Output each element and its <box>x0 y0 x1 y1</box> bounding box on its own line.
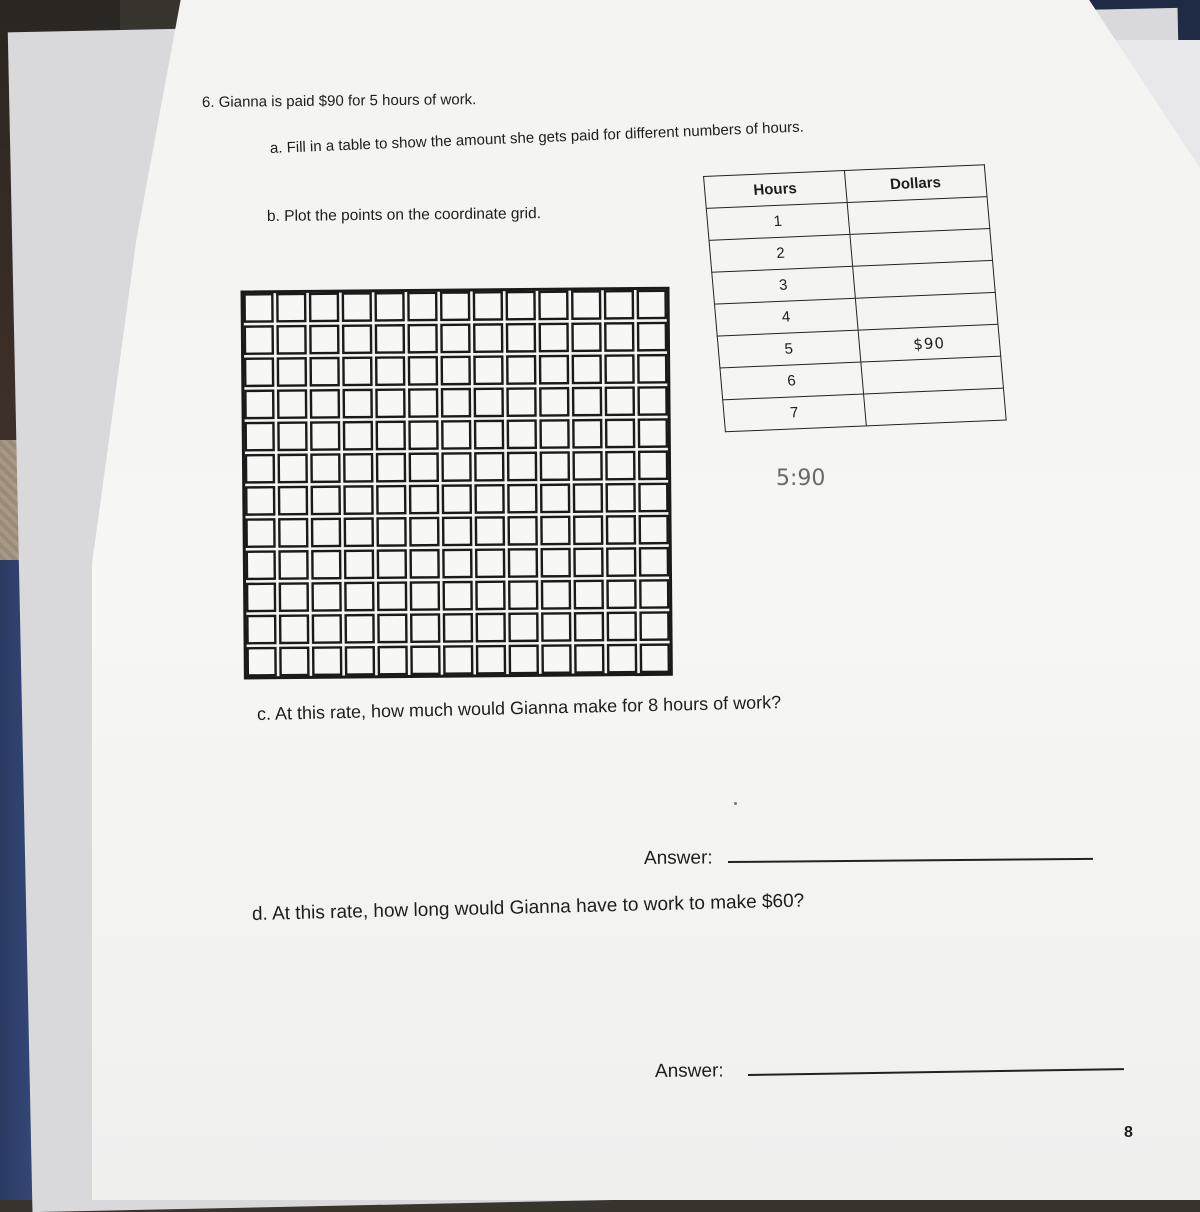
grid-cell[interactable] <box>410 421 438 448</box>
grid-cell[interactable] <box>376 325 404 352</box>
grid-cell[interactable] <box>346 647 374 674</box>
grid-cell[interactable] <box>378 615 406 642</box>
grid-cell[interactable] <box>441 325 469 352</box>
grid-cell[interactable] <box>639 387 667 414</box>
grid-cell[interactable] <box>477 646 505 673</box>
grid-cell[interactable] <box>573 356 601 383</box>
grid-cell[interactable] <box>343 293 371 320</box>
grid-cell[interactable] <box>378 583 406 610</box>
grid-cell[interactable] <box>608 645 636 672</box>
grid-cell[interactable] <box>605 291 633 318</box>
grid-cell[interactable] <box>345 486 373 513</box>
hours-cell: 5 <box>717 330 860 368</box>
grid-cell[interactable] <box>344 422 372 449</box>
grid-cell[interactable] <box>312 519 340 546</box>
grid-cell[interactable] <box>605 323 633 350</box>
grid-cell[interactable] <box>508 485 536 512</box>
grid-cell[interactable] <box>541 452 569 479</box>
grid-cell[interactable] <box>278 358 306 385</box>
grid-cell[interactable] <box>608 581 636 608</box>
grid-cell[interactable] <box>311 390 339 417</box>
grid-cell[interactable] <box>441 293 469 320</box>
grid-cell[interactable] <box>312 487 340 514</box>
grid-cell[interactable] <box>247 552 275 579</box>
part-d-prompt: d. At this rate, how long would Gianna have to work to make $60? <box>251 890 805 925</box>
grid-cell[interactable] <box>606 420 634 447</box>
hours-cell: 7 <box>723 394 866 432</box>
grid-cell[interactable] <box>573 388 601 415</box>
grid-cell[interactable] <box>247 616 275 643</box>
grid-cell[interactable] <box>607 484 635 511</box>
grid-cell[interactable] <box>376 390 404 417</box>
grid-cell[interactable] <box>246 423 274 450</box>
grid-cell[interactable] <box>313 647 341 674</box>
grid-cell[interactable] <box>509 614 537 641</box>
grid-cell[interactable] <box>541 420 569 447</box>
grid-cell[interactable] <box>540 324 568 351</box>
grid-cell[interactable] <box>574 517 602 544</box>
grid-cell[interactable] <box>476 485 504 512</box>
grid-cell[interactable] <box>476 550 504 577</box>
grid-cell[interactable] <box>444 614 472 641</box>
grid-cell[interactable] <box>574 452 602 479</box>
problem-statement: 6. Gianna is paid $90 for 5 hours of work. <box>201 91 477 111</box>
grid-cell[interactable] <box>443 485 471 512</box>
grid-cell[interactable] <box>508 388 536 415</box>
grid-cell[interactable] <box>311 358 339 385</box>
grid-cell[interactable] <box>541 517 569 544</box>
grid-cell[interactable] <box>245 294 273 321</box>
grid-cell[interactable] <box>410 518 438 545</box>
grid-cell[interactable] <box>410 486 438 513</box>
grid-cell[interactable] <box>574 549 602 576</box>
grid-cell[interactable] <box>313 583 341 610</box>
grid-cell[interactable] <box>443 550 471 577</box>
grid-cell[interactable] <box>474 292 502 319</box>
grid-cell[interactable] <box>343 358 371 385</box>
grid-cell[interactable] <box>508 453 536 480</box>
grid-cell[interactable] <box>539 292 567 319</box>
grid-cell[interactable] <box>509 549 537 576</box>
grid-cell[interactable] <box>442 389 470 416</box>
handwritten-ratio-note: 5:90 <box>776 466 826 491</box>
grid-cell[interactable] <box>377 454 405 481</box>
grid-cell[interactable] <box>606 452 634 479</box>
grid-cell[interactable] <box>443 453 471 480</box>
grid-cell[interactable] <box>639 419 667 446</box>
grid-cell[interactable] <box>343 326 371 353</box>
grid-cell[interactable] <box>572 291 600 318</box>
grid-cell[interactable] <box>639 452 667 479</box>
grid-cell[interactable] <box>377 486 405 513</box>
grid-cell[interactable] <box>378 518 406 545</box>
grid-cell[interactable] <box>310 294 338 321</box>
grid-cell[interactable] <box>507 356 535 383</box>
page-number: 8 <box>1124 1124 1133 1141</box>
grid-cell[interactable] <box>379 647 407 674</box>
grid-cell[interactable] <box>575 645 603 672</box>
grid-cell[interactable] <box>280 648 308 675</box>
grid-cell[interactable] <box>411 614 439 641</box>
grid-cell[interactable] <box>444 582 472 609</box>
grid-cell[interactable] <box>638 291 666 318</box>
grid-cell[interactable] <box>638 355 666 382</box>
pencil-dot <box>734 802 737 805</box>
grid-cell[interactable] <box>311 454 339 481</box>
grid-cell[interactable] <box>277 294 305 321</box>
grid-cell[interactable] <box>475 389 503 416</box>
grid-cell[interactable] <box>345 519 373 546</box>
grid-cell[interactable] <box>279 519 307 546</box>
grid-cell[interactable] <box>246 487 274 514</box>
grid-cell[interactable] <box>247 519 275 546</box>
grid-cell[interactable] <box>640 548 668 575</box>
grid-cell[interactable] <box>245 326 273 353</box>
grid-cell[interactable] <box>278 326 306 353</box>
grid-cell[interactable] <box>640 580 668 607</box>
hours-cell: 1 <box>706 203 849 241</box>
grid-cell[interactable] <box>639 484 667 511</box>
grid-cell[interactable] <box>641 645 669 672</box>
grid-cell[interactable] <box>410 454 438 481</box>
grid-cell[interactable] <box>280 583 308 610</box>
grid-cell[interactable] <box>311 422 339 449</box>
hours-dollars-table <box>703 164 1007 432</box>
hours-cell: 4 <box>714 298 857 336</box>
grid-cell[interactable] <box>542 581 570 608</box>
grid-cell[interactable] <box>573 420 601 447</box>
grid-cell[interactable] <box>542 613 570 640</box>
dollars-cell-handwritten[interactable]: $90 <box>858 324 1001 362</box>
grid-cell[interactable] <box>572 324 600 351</box>
hours-cell: 3 <box>712 266 855 304</box>
hours-cell: 2 <box>709 234 852 272</box>
grid-cell[interactable] <box>245 359 273 386</box>
grid-cell[interactable] <box>541 485 569 512</box>
grid-cell[interactable] <box>411 550 439 577</box>
grid-cell[interactable] <box>475 421 503 448</box>
grid-cell[interactable] <box>247 584 275 611</box>
grid-cell[interactable] <box>376 357 404 384</box>
grid-cell[interactable] <box>575 581 603 608</box>
grid-cell[interactable] <box>509 581 537 608</box>
grid-cell[interactable] <box>476 517 504 544</box>
grid-cell[interactable] <box>640 516 668 543</box>
grid-cell[interactable] <box>279 455 307 482</box>
grid-cell[interactable] <box>641 612 669 639</box>
grid-cell[interactable] <box>476 582 504 609</box>
grid-cell[interactable] <box>345 583 373 610</box>
grid-cell[interactable] <box>540 356 568 383</box>
grid-cell[interactable] <box>248 648 276 675</box>
grid-cell[interactable] <box>411 582 439 609</box>
hours-cell: 6 <box>720 362 863 400</box>
grid-cell[interactable] <box>638 323 666 350</box>
grid-cell[interactable] <box>313 615 341 642</box>
grid-cell[interactable] <box>442 357 470 384</box>
part-a-prompt: a. Fill in a table to show the amount she gets paid for different numbers of hours. <box>269 118 805 157</box>
grid-cell[interactable] <box>443 518 471 545</box>
part-b-prompt: b. Plot the points on the coordinate grid. <box>266 205 542 225</box>
grid-cell[interactable] <box>509 517 537 544</box>
grid-cell[interactable] <box>279 487 307 514</box>
grid-cell[interactable] <box>346 615 374 642</box>
grid-cell[interactable] <box>474 324 502 351</box>
grid-cell[interactable] <box>507 324 535 351</box>
grid-cell[interactable] <box>606 355 634 382</box>
grid-cell[interactable] <box>409 357 437 384</box>
grid-cell[interactable] <box>575 613 603 640</box>
grid-cell[interactable] <box>245 391 273 418</box>
table-header-hours: Hours <box>704 171 847 209</box>
grid-cell[interactable] <box>474 357 502 384</box>
grid-cell[interactable] <box>378 550 406 577</box>
table-header-dollars: Dollars <box>844 165 987 203</box>
grid-cell[interactable] <box>345 551 373 578</box>
grid-cell[interactable] <box>477 614 505 641</box>
grid-cell[interactable] <box>607 548 635 575</box>
grid-cell[interactable] <box>376 293 404 320</box>
grid-cell[interactable] <box>280 616 308 643</box>
grid-cell[interactable] <box>608 613 636 640</box>
grid-cell[interactable] <box>377 422 405 449</box>
dollars-cell[interactable] <box>863 388 1006 426</box>
grid-cell[interactable] <box>507 292 535 319</box>
grid-cell[interactable] <box>510 646 538 673</box>
grid-cell[interactable] <box>540 388 568 415</box>
grid-cell[interactable] <box>475 453 503 480</box>
grid-cell[interactable] <box>409 389 437 416</box>
grid-cell[interactable] <box>411 647 439 674</box>
part-c-prompt: c. At this rate, how much would Gianna make for 8 hours of work? <box>256 692 782 724</box>
grid-cell[interactable] <box>508 421 536 448</box>
grid-cell[interactable] <box>606 388 634 415</box>
grid-cell[interactable] <box>280 551 308 578</box>
answer-label-d: Answer: <box>654 1060 724 1082</box>
grid-cell[interactable] <box>607 516 635 543</box>
grid-cell[interactable] <box>344 390 372 417</box>
grid-cell[interactable] <box>246 455 274 482</box>
grid-cell[interactable] <box>409 325 437 352</box>
grid-cell[interactable] <box>574 484 602 511</box>
grid-cell[interactable] <box>442 421 470 448</box>
grid-cell[interactable] <box>543 645 571 672</box>
answer-label-c: Answer: <box>643 847 713 869</box>
grid-cell[interactable] <box>444 646 472 673</box>
grid-cell[interactable] <box>310 326 338 353</box>
grid-cell[interactable] <box>278 423 306 450</box>
coordinate-grid-svg[interactable] <box>240 286 673 680</box>
grid-cell[interactable] <box>312 551 340 578</box>
grid-cell[interactable] <box>344 454 372 481</box>
coordinate-grid[interactable] <box>240 286 673 680</box>
grid-cell[interactable] <box>278 390 306 417</box>
grid-cell[interactable] <box>542 549 570 576</box>
grid-cell[interactable] <box>408 293 436 320</box>
